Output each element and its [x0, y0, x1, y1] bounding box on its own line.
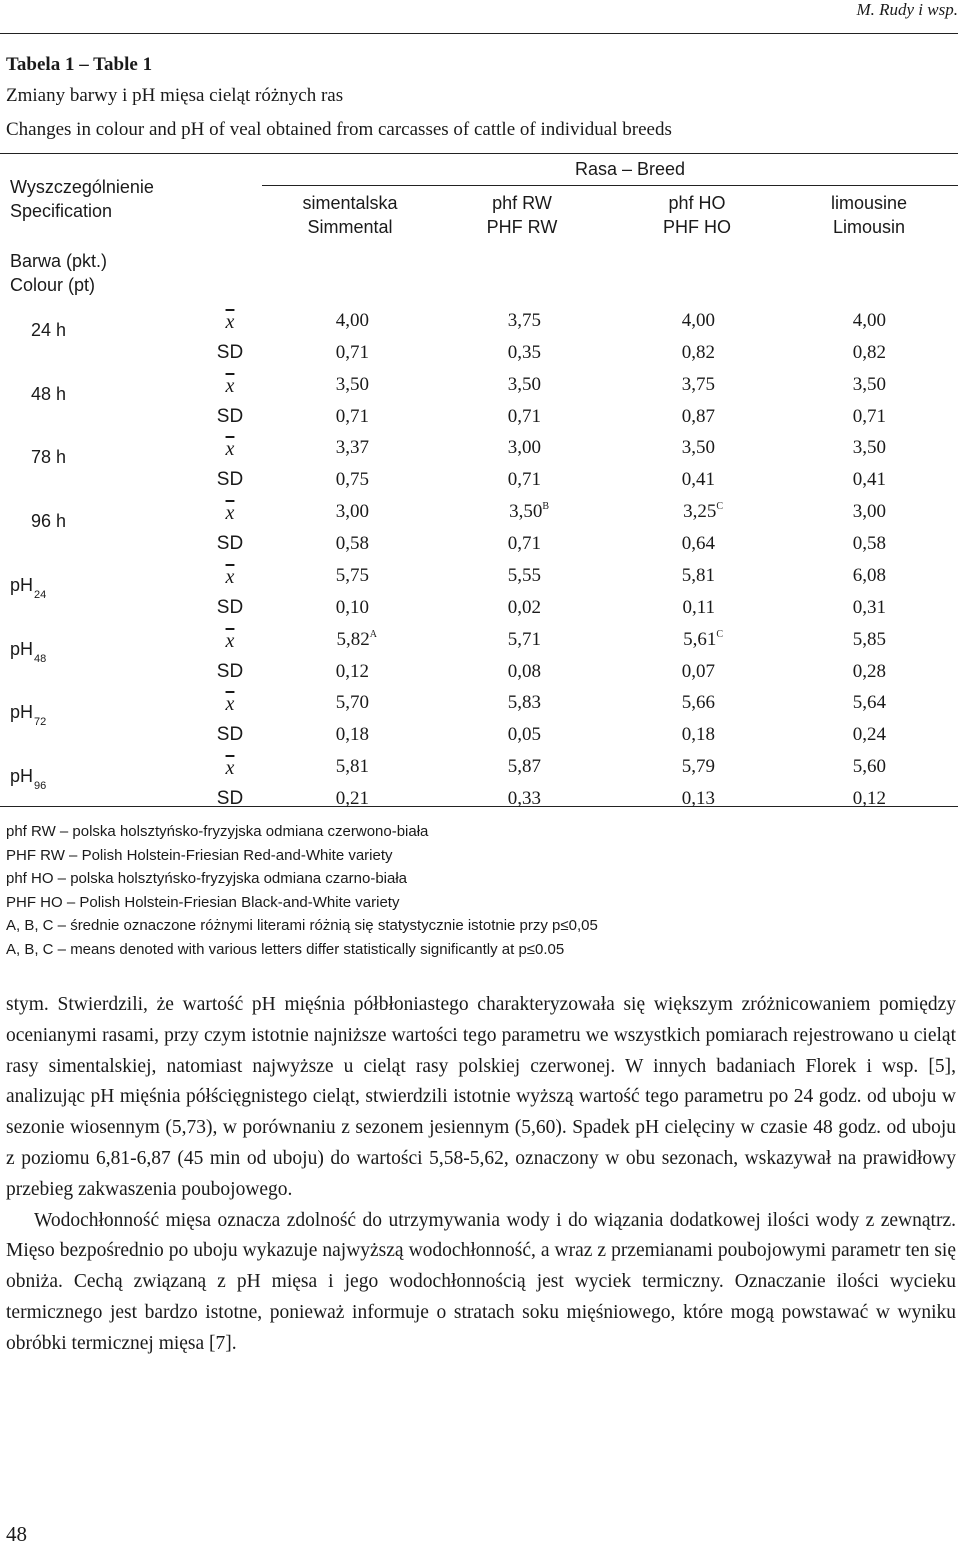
mean-value: 5,61: [683, 628, 717, 650]
mean-value-cell: [766, 374, 886, 396]
mean-value: 5,70: [335, 692, 369, 714]
sd-value: 0,75: [335, 469, 369, 491]
stat-mean-symbol: [215, 438, 245, 461]
mean-value-cell: [421, 374, 541, 396]
row-label: [31, 511, 66, 532]
mean-value: 5,71: [507, 628, 541, 650]
body-paragraph: Wodochłonność mięsa oznacza zdolność do utrzymywania wody i do wiązania dodatkowej ilości wody z zewnątrz. Mięso bezpośrednio po uboju wykazuje najwyższą wodochłonność, a wraz z przemianami poubojowymi parametr ten się obniża. Cechą związaną z pH mięsa i jego wodochłonnością jest wyciek termiczny. Oznaczanie ilości wycieku termicznego jest bardzo istotne, ponieważ informuje o stratach soku mięśniowego, które mogą powstawać w wyniku obróbki termicznej mięsa [7].: [6, 1209, 956, 1354]
stat-sd-label: SD: [216, 660, 244, 682]
table-top-rule: [0, 153, 958, 154]
significance-letter: B: [542, 501, 549, 513]
mean-symbol: $\overline{x}$: [225, 693, 235, 716]
sd-value: 0,64: [681, 533, 715, 555]
sd-value: 0,71: [335, 342, 369, 363]
row-label: [31, 320, 66, 341]
mean-value-cell: [766, 565, 886, 587]
sd-value: 0,05: [507, 724, 541, 746]
sd-value: 0,71: [507, 469, 541, 491]
stat-sd-label: SD: [216, 342, 244, 363]
mean-value: 3,50: [507, 373, 541, 395]
mean-value: 3,50: [852, 373, 886, 395]
mean-value: 5,87: [507, 755, 541, 777]
mean-value-cell: [257, 629, 377, 651]
mean-value: 5,75: [335, 564, 369, 586]
mean-value: 5,79: [681, 755, 715, 777]
mean-value-cell: [421, 756, 541, 778]
breed-header-en: PHF HO: [662, 217, 731, 237]
row-label-subscript: 72: [34, 716, 47, 729]
mean-value-cell: [766, 437, 886, 459]
mean-value-cell: [595, 692, 715, 714]
mean-value: 4,00: [681, 310, 715, 331]
breed-header-en: Limousin: [832, 217, 906, 237]
sd-value: 0,71: [507, 533, 541, 555]
mean-value-cell: [421, 565, 541, 587]
mean-value: 5,66: [681, 692, 715, 714]
sd-value: 0,41: [681, 469, 715, 491]
row-label: [31, 447, 66, 468]
row-label-subscript: 48: [34, 652, 47, 665]
mean-value: 3,50: [335, 373, 369, 395]
stat-mean-symbol: [215, 375, 245, 398]
mean-value-cell: [766, 629, 886, 651]
table-title-en: Changes in colour and pH of veal obtained from carcasses of cattle of individual breeds: [6, 119, 672, 140]
mean-value-cell: [595, 310, 715, 332]
running-head: M. Rudy i wsp.: [856, 0, 958, 19]
row-label: [10, 574, 47, 601]
sd-value: 0,11: [682, 596, 715, 618]
mean-value-cell: [421, 437, 541, 459]
mean-value-cell: [595, 756, 715, 778]
mean-value: 3,75: [681, 373, 715, 395]
mean-value-cell: [249, 756, 369, 778]
breed-group-rule: [262, 185, 958, 186]
breed-group-header: Rasa – Breed: [574, 159, 686, 179]
mean-value: 5,60: [852, 755, 886, 777]
body-paragraph: stym. Stwierdzili, że wartość pH mięśnia półbłoniastego charakteryzowała się większym zróżnicowaniem pomiędzy ocenianymi rasami, przy czym istotnie najniższe wartości tego parametru we wszystkich pomiarach rejestrowano u cieląt rasy simentalskiej, natomiast najwyższe u cieląt rasy polskiej czerwonej. W innych badaniach Florek i wsp. [5], analizując pH mięśnia półścięgnistego cieląt, stwierdzili istotnie wyższą wartość tego parametru po 24 godz. od uboju w sezonie wiosennym (5,73), w porównaniu z sezonem jesiennym (5,60). Spadek pH cielęciny w czasie 48 godz. od uboju z poziomu 6,81-6,87 (45 min od uboju) do wartości 5,58-5,62, oznaczony w obu sezonach, wskazywał na prawidłowy przebieg zakwaszenia poubojowego.: [6, 994, 956, 1200]
mean-value-cell: [249, 374, 369, 396]
row-label-subscript: 24: [34, 588, 47, 601]
significance-letter: C: [716, 501, 723, 513]
mean-symbol: $\overline{x}$: [225, 502, 235, 525]
row-label: [10, 702, 47, 729]
mean-value-cell: [766, 692, 886, 714]
stat-mean-symbol: [215, 502, 245, 525]
mean-value: 3,75: [507, 310, 541, 331]
mean-value-cell: [429, 501, 549, 523]
breed-header-pl: limousine: [830, 193, 908, 213]
spec-header-en: Specification: [10, 201, 113, 221]
sd-value: 0,31: [852, 596, 886, 618]
table-label: Tabela 1 – Table 1: [6, 54, 153, 75]
stat-mean-symbol: [215, 311, 245, 334]
stat-sd-label: SD: [216, 724, 244, 746]
row-label-text: pH: [10, 765, 34, 786]
significance-letter: A: [369, 628, 377, 640]
mean-value: 3,00: [335, 501, 369, 523]
table-note: A, B, C – średnie oznaczone różnymi literami różnią się statystycznie istotnie przy p≤0,05: [6, 917, 598, 934]
sd-value: 0,10: [335, 596, 369, 618]
sd-value: 0,28: [852, 660, 886, 682]
sd-value: 0,21: [335, 787, 369, 809]
stat-mean-symbol: [215, 757, 245, 780]
header-rule: [0, 33, 958, 34]
row-label-subscript: 96: [34, 779, 47, 792]
mean-value: 5,81: [335, 755, 369, 777]
table-title-pl: Zmiany barwy i pH mięsa cieląt różnych ras: [6, 85, 344, 106]
breed-header-en: Simmental: [307, 217, 393, 237]
stat-sd-label: SD: [216, 469, 244, 491]
mean-value-cell: [766, 501, 886, 523]
row-label: [31, 384, 66, 405]
stat-sd-label: SD: [216, 787, 244, 809]
sd-value: 0,35: [507, 342, 541, 363]
mean-value: 3,25: [683, 501, 717, 523]
mean-value: 3,37: [335, 437, 369, 459]
mean-value: 3,50: [681, 437, 715, 459]
sd-value: 0,71: [852, 405, 886, 427]
sd-value: 0,82: [852, 342, 886, 363]
sd-value: 0,24: [852, 724, 886, 746]
mean-value: 5,55: [507, 564, 541, 586]
section-label-en: Colour (pt): [10, 275, 96, 295]
row-label-text: 24 h: [31, 320, 67, 340]
sd-value: 0,12: [335, 660, 369, 682]
mean-value-cell: [249, 501, 369, 523]
mean-value-cell: [249, 437, 369, 459]
stat-mean-symbol: [215, 630, 245, 653]
mean-value: 5,85: [852, 628, 886, 650]
breed-header-pl: phf RW: [492, 193, 552, 213]
sd-value: 0,07: [681, 660, 715, 682]
mean-value-cell: [766, 756, 886, 778]
mean-value-cell: [595, 565, 715, 587]
sd-value: 0,02: [507, 596, 541, 618]
mean-value: 5,82: [336, 628, 370, 650]
mean-value-cell: [603, 501, 723, 523]
table-note: A, B, C – means denoted with various letters differ statistically significantly at p≤0.05: [6, 940, 565, 958]
mean-value-cell: [595, 374, 715, 396]
sd-value: 0,18: [335, 724, 369, 746]
mean-value-cell: [421, 692, 541, 714]
sd-value: 0,71: [335, 405, 369, 427]
mean-value-cell: [421, 310, 541, 332]
mean-value-cell: [595, 437, 715, 459]
mean-value: 5,64: [852, 692, 886, 714]
mean-value: 4,00: [335, 310, 369, 331]
sd-value: 0,82: [681, 342, 715, 363]
sd-value: 0,87: [681, 405, 715, 427]
mean-symbol: $\overline{x}$: [225, 629, 235, 652]
mean-value: 3,00: [507, 437, 541, 459]
breed-header-pl: phf HO: [668, 193, 726, 213]
section-label-pl: Barwa (pkt.): [10, 251, 108, 271]
row-label: [10, 765, 47, 792]
spec-header-pl: Wyszczególnienie: [10, 177, 154, 197]
sd-value: 0,12: [852, 787, 886, 809]
mean-symbol: $\overline{x}$: [225, 565, 235, 588]
stat-mean-symbol: [215, 566, 245, 589]
mean-symbol: $\overline{x}$: [225, 374, 235, 397]
significance-letter: C: [716, 628, 723, 640]
stat-mean-symbol: [215, 693, 245, 716]
mean-value-cell: [421, 629, 541, 651]
table-note: phf HO – polska holsztyńsko-fryzyjska odmiana czarno-biała: [6, 870, 408, 887]
mean-value: 5,81: [681, 564, 715, 586]
table-note: phf RW – polska holsztyńsko-fryzyjska odmiana czerwono-biała: [6, 823, 429, 840]
table-note: PHF HO – Polish Holstein-Friesian Black-and-White variety: [6, 893, 400, 911]
mean-value: 4,00: [852, 310, 886, 331]
table-note: PHF RW – Polish Holstein-Friesian Red-and-White variety: [6, 846, 393, 864]
mean-value: 3,50: [509, 501, 543, 523]
mean-value: 3,50: [852, 437, 886, 459]
sd-value: 0,08: [507, 660, 541, 682]
mean-value-cell: [766, 310, 886, 332]
mean-value: 5,83: [507, 692, 541, 714]
row-label-text: pH: [10, 702, 34, 723]
mean-symbol: $\overline{x}$: [225, 756, 235, 779]
row-label-text: 78 h: [31, 447, 67, 468]
mean-value: 6,08: [852, 564, 886, 586]
sd-value: 0,33: [507, 787, 541, 809]
stat-sd-label: SD: [216, 533, 244, 555]
sd-value: 0,41: [852, 469, 886, 491]
sd-value: 0,71: [507, 405, 541, 427]
mean-value-cell: [249, 310, 369, 332]
row-label-text: 96 h: [31, 511, 67, 532]
mean-value-cell: [603, 629, 723, 651]
body-text: [6, 990, 956, 1360]
breed-header-en: PHF RW: [486, 217, 558, 237]
stat-sd-label: SD: [216, 596, 244, 618]
breed-header-pl: simentalska: [302, 193, 398, 213]
row-label-text: pH: [10, 574, 34, 595]
mean-value-cell: [249, 565, 369, 587]
mean-value-cell: [249, 692, 369, 714]
page-number: 48: [6, 1522, 27, 1546]
sd-value: 0,58: [852, 533, 886, 555]
sd-value: 0,13: [681, 787, 715, 809]
row-label-text: pH: [10, 638, 34, 659]
stat-sd-label: SD: [216, 405, 244, 427]
row-label: [10, 638, 47, 665]
row-label-text: 48 h: [31, 383, 67, 404]
sd-value: 0,18: [681, 724, 715, 746]
mean-symbol: $\overline{x}$: [225, 438, 235, 461]
table-notes: [6, 820, 906, 961]
mean-value: 3,00: [852, 501, 886, 523]
mean-symbol: $\overline{x}$: [225, 311, 235, 333]
sd-value: 0,58: [335, 533, 369, 555]
